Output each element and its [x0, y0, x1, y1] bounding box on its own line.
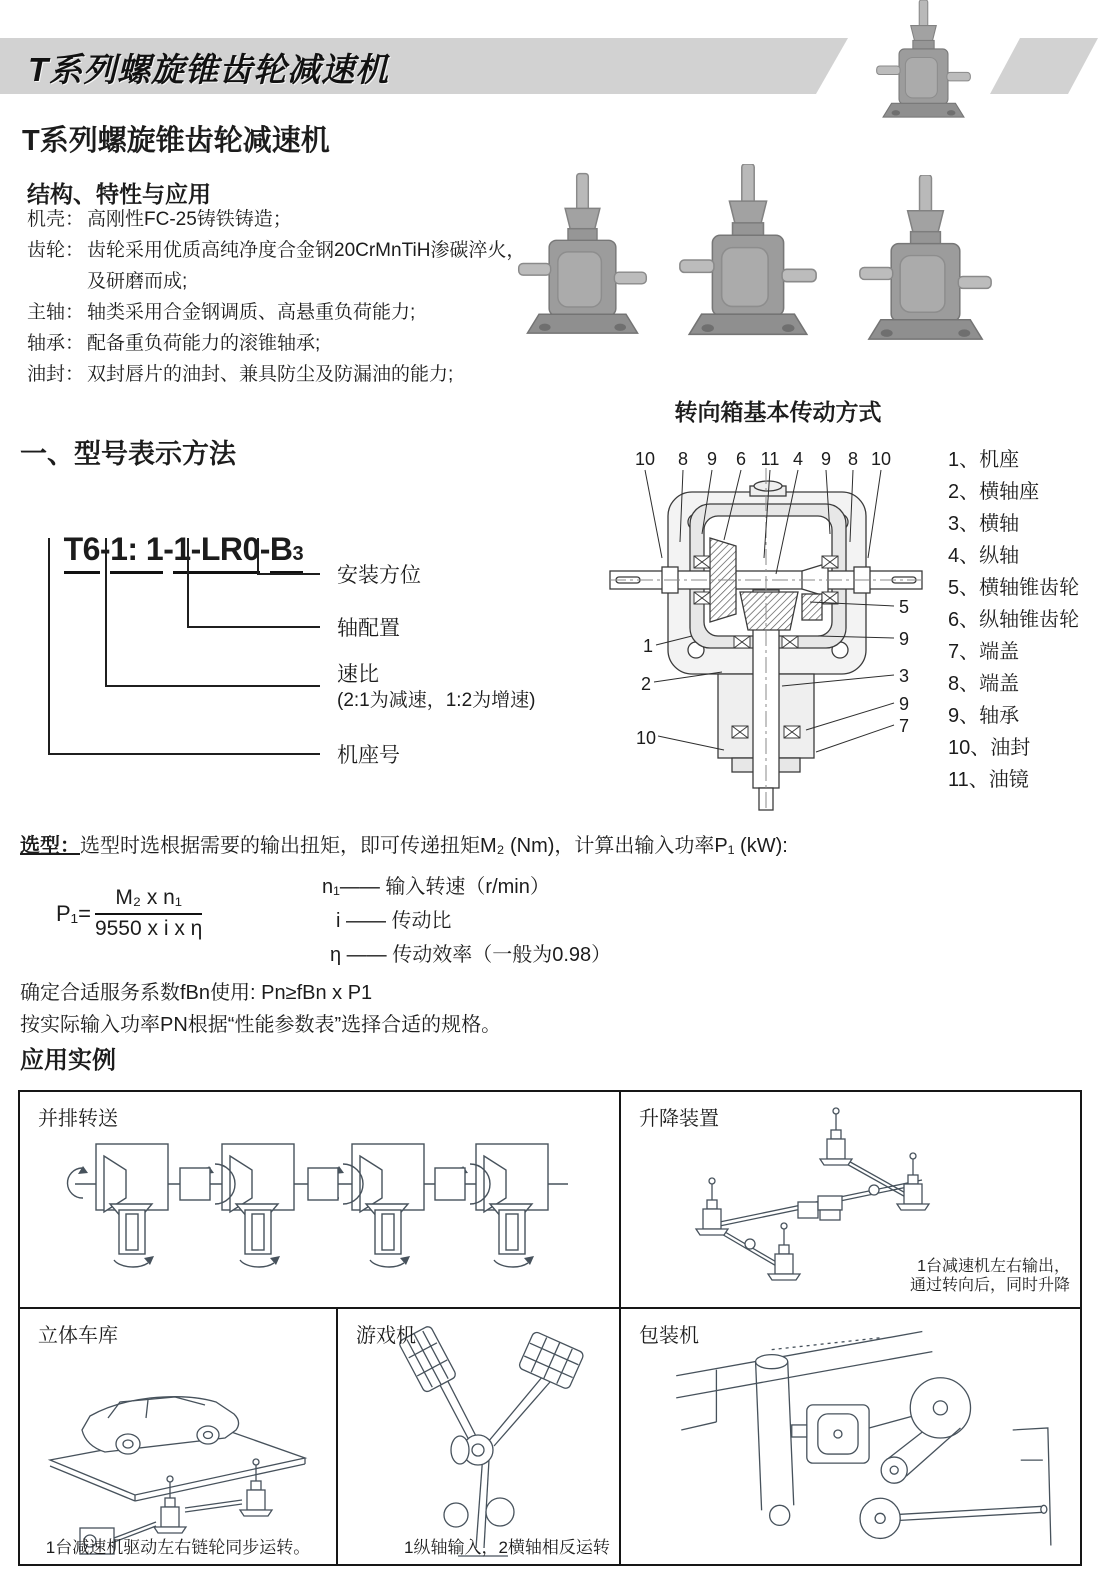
parts-list-item: 1、机座	[948, 449, 1020, 471]
service-factor-rule: 确定合适服务系数fBn使用: Pn≥fBn x P1	[20, 982, 373, 1004]
formula-numerator: M₂ x n₁	[95, 886, 202, 915]
parts-list-item: 4、纵轴	[948, 545, 1020, 567]
cross-section-wrapper	[606, 440, 946, 812]
spec-selection-rule: 按实际输入功率PN根据“性能参数表”选择合适的规格。	[20, 1014, 502, 1036]
cross-section-diagram	[606, 440, 946, 812]
app-cell-game-machine	[338, 1309, 621, 1564]
part-number-label: 9	[820, 449, 832, 469]
app-caption: 1台减速机驱动左右链轮同步运转。	[45, 1538, 311, 1557]
app-caption: 1台减速机左右输出， 通过转向后，同时升降	[909, 1258, 1070, 1294]
formula-denominator: 9550 x i x η	[94, 917, 203, 940]
part-number-label: 10	[635, 728, 657, 748]
code-segment-mount: B3	[270, 531, 303, 574]
part-number-label: 1	[642, 636, 654, 656]
parts-list	[948, 444, 1098, 796]
code-subscript: 3	[292, 543, 304, 565]
feature-label: 齿轮：	[27, 240, 85, 261]
app-caption: 1纵轴输入，2横轴相反运转	[404, 1538, 610, 1557]
selection-intro: 选型时选根据需要的输出扭矩，即可传递扭矩M₂ (Nm)，计算出输入功率P₁ (kW):	[80, 835, 788, 857]
selection-label: 选型：	[20, 835, 80, 857]
formula-note: i —— 传动比	[336, 910, 452, 932]
applications-table	[18, 1090, 1082, 1566]
app-title: 包装机	[639, 1325, 699, 1347]
part-number-label: 10	[870, 449, 892, 469]
code-segment-ratio: 1: 1	[110, 531, 163, 574]
parts-list-item: 10、油封	[948, 737, 1031, 759]
model-section-heading: 一、型号表示方法	[20, 439, 236, 469]
parts-list-item: 5、横轴锥齿轮	[948, 577, 1080, 599]
feature-text: 双封唇片的油封、兼具防尘及防漏油的能力;	[87, 364, 454, 385]
header-gearbox-photo	[856, 0, 991, 132]
code-dash: -	[99, 531, 111, 567]
part-number-label: 5	[898, 597, 910, 617]
app-cell-conveyor	[20, 1092, 621, 1309]
feature-label: 油封：	[27, 364, 85, 385]
app-title: 并排转送	[38, 1108, 118, 1130]
feature-label: 主轴：	[27, 302, 85, 323]
app-cell-parking	[20, 1309, 338, 1564]
feature-text: 齿轮采用优质高纯净度合金钢20CrMnTiH渗碳淬火，	[87, 240, 526, 261]
part-number-label: 6	[735, 449, 747, 469]
formula-lhs: P₁=	[56, 900, 91, 926]
model-label-shaft: 轴配置	[337, 617, 400, 640]
model-label-mount: 安装方位	[337, 564, 421, 587]
formula-note: η —— 传动效率（一般为0.98）	[330, 944, 612, 966]
app-cell-lift	[621, 1092, 1080, 1309]
code-segment-frame: T6	[64, 531, 100, 574]
parts-list-item: 6、纵轴锥齿轮	[948, 609, 1080, 631]
part-number-label: 9	[706, 449, 718, 469]
features-heading: 结构、特性与应用	[27, 181, 211, 207]
part-number-label: 8	[847, 449, 859, 469]
selection-paragraph	[20, 829, 820, 858]
feature-row	[27, 297, 527, 328]
part-number-label: 7	[898, 716, 910, 736]
model-label-ratio: 速比	[337, 663, 379, 686]
feature-label: 轴承：	[27, 333, 85, 354]
feature-text-continued: 及研磨而成;	[87, 271, 188, 292]
feature-text: 高刚性FC-25铸铁铸造；	[87, 209, 292, 230]
part-number-label: 9	[898, 694, 910, 714]
part-number-label: 9	[898, 629, 910, 649]
parts-list-item: 2、横轴座	[948, 481, 1040, 503]
parts-list-item: 3、横轴	[948, 513, 1020, 535]
features-list	[27, 204, 527, 390]
feature-text: 轴类采用合金钢调质、高悬重负荷能力;	[87, 302, 416, 323]
formula-note: n₁—— 输入转速（r/min）	[322, 876, 550, 898]
app-title: 游戏机	[356, 1325, 416, 1347]
model-label-ratio-note: (2:1为减速，1:2为增速)	[337, 690, 536, 711]
part-number-label: 11	[760, 449, 780, 469]
code-dash: -	[259, 531, 270, 567]
parts-list-item: 7、端盖	[948, 641, 1020, 663]
product-photo-1	[510, 166, 655, 361]
code-segment-shaft: 1-LR0	[173, 531, 259, 574]
header-band-title: T系列螺旋锥齿轮减速机	[28, 51, 390, 88]
parts-list-item: 11、油镜	[948, 769, 1029, 791]
feature-row	[27, 359, 527, 390]
app-title: 立体车库	[38, 1325, 118, 1347]
feature-label: 机壳：	[27, 209, 85, 230]
feature-row	[27, 235, 527, 266]
app-title: 升降装置	[639, 1108, 719, 1130]
feature-row	[27, 328, 527, 359]
parts-list-item: 9、轴承	[948, 705, 1020, 727]
app-cell-packing-machine	[621, 1309, 1080, 1564]
model-code-connectors	[20, 538, 580, 763]
drive-box-heading: 转向箱基本传动方式	[674, 399, 882, 425]
power-formula	[56, 886, 202, 941]
product-photo-2	[658, 164, 838, 356]
feature-row	[27, 204, 527, 235]
parts-list-item: 8、端盖	[948, 673, 1020, 695]
feature-text: 配备重负荷能力的滚锥轴承;	[87, 333, 321, 354]
part-number-label: 4	[792, 449, 804, 469]
part-number-label: 8	[677, 449, 689, 469]
model-label-frame: 机座号	[337, 744, 400, 767]
part-number-label: 10	[634, 449, 656, 469]
formula-notes	[322, 870, 611, 972]
formula-fraction	[95, 886, 202, 941]
part-number-label: 3	[898, 666, 910, 686]
applications-heading: 应用实例	[20, 1047, 116, 1074]
part-number-label: 2	[640, 674, 652, 694]
product-photo-3	[833, 175, 1018, 360]
page-title: T系列螺旋锥齿轮减速机	[22, 125, 330, 157]
code-dash: -	[163, 531, 174, 567]
